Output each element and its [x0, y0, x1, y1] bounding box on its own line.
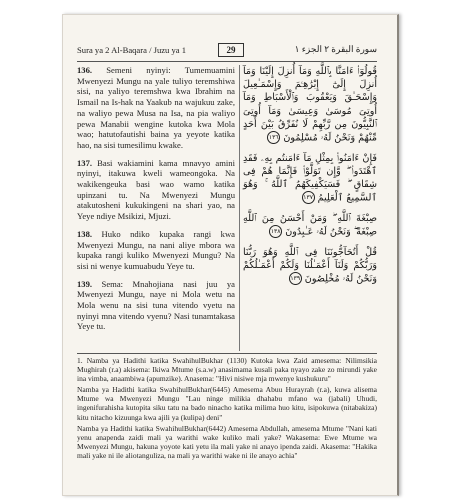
- verse-text: Sema: Mnahojiana nasi juu ya Mwenyezi Mungu, naye ni Mola wetu na Mola wenu na sisi tuna vitendo vyetu na nyinyi mna vitendo vyenu? Nasi tunamtakasa Yeye tu.: [77, 278, 235, 332]
- column-divider: [239, 65, 240, 351]
- footnote-rule: [77, 353, 377, 354]
- verse-136-translation: [77, 65, 235, 151]
- footnote: 1. Namba ya Hadithi katika SwahihulBukhar (1130) Kutoka kwa Zaid amesema: Nilimsikia Mughirah (r.a) akisema: Ikiwa Mtume (s.a.w) anasimama kusali paka nyayo zake zo mirundi yake ina vimba, anaambiwa (apumzike). Anasema: "Hivi nisiwe mja mwenye kushukuru": [77, 356, 377, 384]
- verse-139-translation: [77, 279, 235, 333]
- footnote: Namba ya Hadithi katika SwahihulBukhar(6445) Amesema Abuu Hurayrah (r.a), kuwa alisema Mtume wa Mwenyezi Mungu "Lau ninge milikia dhahabu mfano wa (jabali) Uhudi, ingenifurahisha kutopita siku tatu na bado ninacho katika milima huo kitu, isipokuwa (nitabakiza) kitu nitacho kizuunga kwa ajili ya (kulipa) deni": [77, 385, 377, 422]
- header-rule: [77, 61, 377, 62]
- translation-column: [77, 65, 235, 339]
- arabic-column: [243, 65, 377, 293]
- header-surah-juz-arabic: سورة البقرة ٢ الجزء ١: [294, 44, 377, 54]
- verse-137-translation: [77, 158, 235, 222]
- verse-138-translation: [77, 229, 235, 272]
- verse-number: 136.: [77, 65, 93, 75]
- verse-139-arabic: [243, 246, 377, 286]
- arabic-text: قُلْ أَتُحَآجُّونَنَا فِى ٱللَّهِ وَهُوَ رَبُّنَا وَرَبُّكُمْ وَلَنَآ أَعْمَـٰلُنَا وَلَكُمْ أَعْمَـٰلُكُمْ وَنَحْنُ لَهُۥ مُخْلِصُونَ: [243, 246, 377, 285]
- arabic-text: فَإِنْ ءَامَنُوا۟ بِمِثْلِ مَآ ءَامَنتُم بِهِۦ فَقَدِ ٱهْتَدَوا۟ ۖ وَّإِن تَوَلَّوْا۟ فَإِنَّمَا هُمْ فِى شِقَاقٍ ۖ فَسَيَكْفِيكَهُمُ ٱللَّهُ ۚ وَهُوَ ٱلسَّمِيعُ ٱلْعَلِيمُ: [243, 152, 377, 204]
- verse-137-arabic: [243, 152, 377, 205]
- page-header: [77, 43, 377, 57]
- ayah-end-marker: ١٣٧: [302, 191, 315, 204]
- header-surah-juz-latin: Sura ya 2 Al-Baqara / Juzu ya 1: [77, 45, 187, 55]
- page-number: 29: [218, 43, 244, 57]
- verse-138-arabic: [243, 212, 377, 239]
- ayah-end-marker: ١٣٦: [267, 131, 280, 144]
- ayah-end-marker: ١٣٩: [289, 272, 302, 285]
- verse-text: Basi wakiamini kama mnavyo amini nyinyi, itakuwa kweli wameongoka. Na wakikengeuka basi wao wamo katika upinzani tu. Na Mwenyezi Mungu atakutosheni kukukingeni na shari yao, na Yeye ndiye Msikizi, Mjuzi.: [77, 157, 235, 222]
- arabic-text: صِبْغَةَ ٱللَّهِ ۖ وَمَنْ أَحْسَنُ مِنَ ٱللَّهِ صِبْغَةً ۖ وَنَحْنُ لَهُۥ عَـٰبِدُونَ: [243, 213, 377, 238]
- verse-number: 137.: [77, 157, 93, 168]
- verse-number: 139.: [77, 278, 93, 289]
- footnote: Namba ya Hadithi katika SwahihulBukhar(6442) Amesema Abdullah, amesema Mtume "Nani kati yenu anapenda zaidi mali ya warithi wake kuliko mali yake? Wakasema: Ewe Mtume wa Mwenyezi Mungu, hakuna yoyote kati yetu ila mali yake ni anayo ipenda zaidi. Akasema: "Hakika mali yake ni ile aliotanguliza, na mali ya warithi wake ni ile anayo achia": [77, 423, 377, 460]
- footnotes: [77, 356, 377, 462]
- arabic-text: قُولُوٓا۟ ءَامَنَّا بِٱللَّهِ وَمَآ أُنزِلَ إِلَيْنَا وَمَآ أُنزِلَ إِلَىٰٓ إِبْرَٰهِـۧمَ وَإِسْمَـٰعِيلَ وَإِسْحَـٰقَ وَيَعْقُوبَ وَٱلْأَسْبَاطِ وَمَآ أُوتِىَ مُوسَىٰ وَعِيسَىٰ وَمَآ أُوتِىَ ٱلنَّبِيُّونَ مِن رَّبِّهِمْ لَا نُفَرِّقُ بَيْنَ أَحَدٍ مِّنْهُمْ وَنَحْنُ لَهُۥ مُسْلِمُونَ: [243, 66, 377, 144]
- book-page: [62, 14, 399, 496]
- verse-text: Semeni nyinyi: Tumemuamini Mwenyezi Mungu na yale tuliyo teremshiwa sisi, na yaliyo teremshwa kwa Ibrahim na Ismail na Is-hak na Yaakub na wajukuu zake, na waliyo pewa Musa na Isa, na pia waliyo pewa Manabii wengine kutoka kwa Mola wao; hatutofautishi baina ya yeyote katika hao, na sisi tumesilimu kwake.: [77, 65, 235, 150]
- verse-text: Huko ndiko kupaka rangi kwa Mwenyezi Mungu, na nani aliye mbora wa kupaka rangi kuliko Mwenyezi Mungu? Na sisi ni wenye kumuabudu Yeye tu.: [77, 228, 235, 271]
- ayah-end-marker: ١٣٨: [269, 225, 282, 238]
- verse-136-arabic: [243, 65, 377, 145]
- verse-number: 138.: [77, 228, 93, 239]
